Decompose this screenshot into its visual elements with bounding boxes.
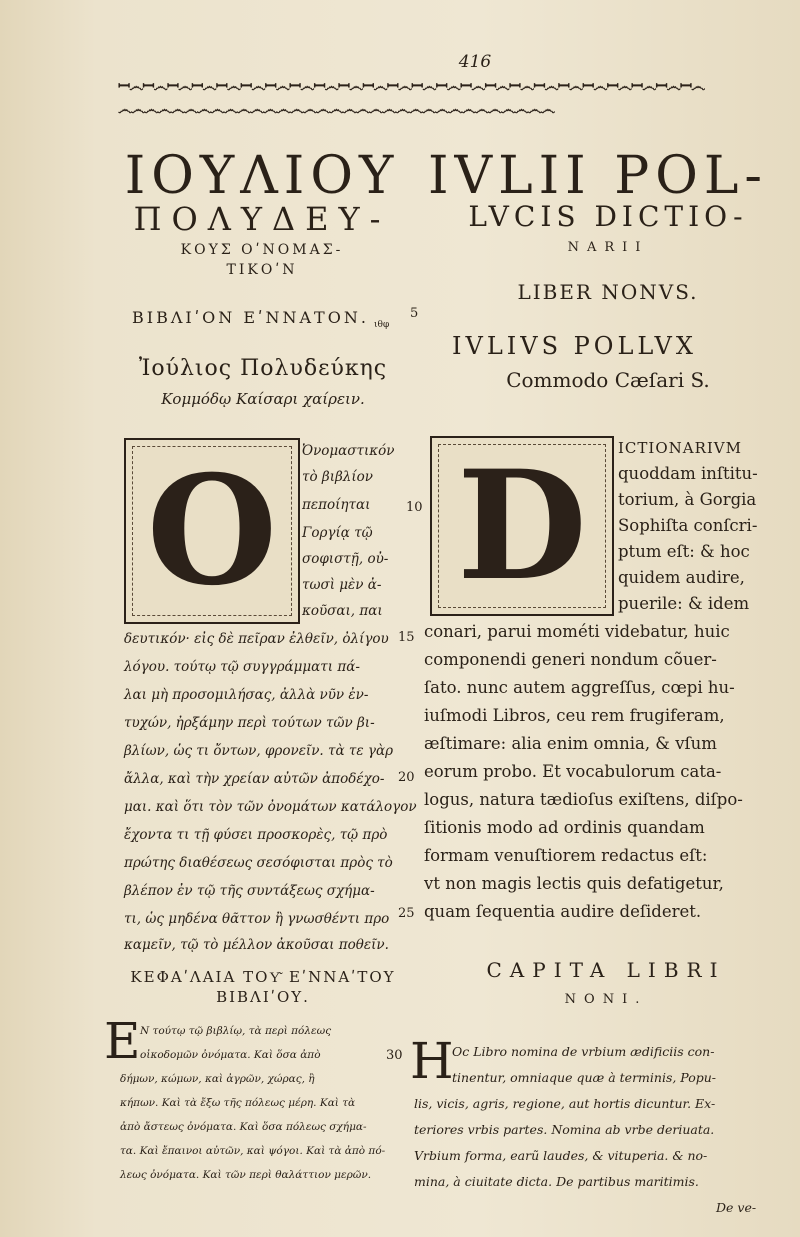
greek-text-line: πεποίηται	[302, 497, 371, 513]
latin-subtitle-1: LVCIS DICTIO-	[468, 200, 748, 233]
ornamental-border-top: ꟷ෴ꟷ෴ꟷ෴ꟷ෴ꟷ෴ꟷ෴ꟷ෴ꟷ෴ꟷ෴ꟷ෴ꟷ෴ꟷ෴ꟷ෴ꟷ෴ꟷ෴ꟷ෴ꟷ෴ꟷ෴ꟷ෴ꟷ෴ꟷ෴ꟷ෴ꟷ෴ꟷ෴	[118, 77, 705, 95]
latin-author: IVLIVS POLLVX	[452, 332, 697, 360]
latin-title: IVLII POL-	[428, 146, 768, 206]
greek-text-line: μαι. καὶ ὅτι τὸν τῶν ὀνομάτων κατάλογον	[124, 799, 417, 815]
margin-number: 20	[398, 770, 415, 785]
latin-text-line: componendi generi nondum cõuer-	[424, 650, 717, 669]
latin-text-line: logus, natura tædioſus exiſtens, diſpo-	[424, 790, 743, 809]
greek-text-line: σοφιστῇ, οὐ-	[302, 551, 389, 567]
greek-chapters-line: λεως ὀνόματα. Καὶ τῶν περὶ θαλάττιον μερῶν.	[120, 1169, 372, 1181]
greek-text-line: Ὀνομαστικόν	[302, 443, 395, 459]
greek-dedication: Κομμόδῳ Καίσαρι χαίρειν.	[161, 390, 365, 408]
greek-text-line: λόγου. τούτῳ τῷ συγγράμματι πά-	[124, 659, 360, 675]
greek-text-line: ἄλλα, καὶ τὴν χρείαν αὐτῶν ἀποδέχο-	[124, 771, 385, 787]
margin-number: 5	[410, 306, 419, 321]
greek-book-heading: ΒΙΒΛΙʹΟΝ ΕʹΝΝΑΤΟΝ.	[132, 308, 369, 327]
latin-text-line: iuſmodi Libros, ceu rem frugiferam,	[424, 706, 725, 725]
greek-chapters-heading: ΚΕΦΑʹΛΑΙΑ ΤΟΥ͂ ΕʹΝΝΑʹΤΟΥ	[130, 968, 396, 986]
latin-chapters-line: mina, à ciuitate dicta. De partibus maritimis.	[414, 1174, 699, 1189]
greek-text-line: κοῦσαι, παι	[302, 603, 383, 619]
greek-chapters-line: τα. Καὶ ἔπαινοι αὐτῶν, καὶ ψόγοι. Καὶ τὰ ἀπὸ πό-	[120, 1145, 386, 1157]
page-number: 416	[458, 52, 492, 72]
latin-text-line: puerile: & idem	[618, 594, 750, 613]
greek-author: Ἰούλιος Πολυδεύκης	[138, 356, 388, 381]
latin-chapters-heading: CAPITA LIBRI	[486, 958, 726, 982]
greek-text-line: τωσὶ μὲν ἀ-	[302, 577, 382, 593]
latin-chapters-line: lis, vicis, agris, regione, aut hortis dicuntur. Ex-	[414, 1096, 716, 1111]
greek-chapters-line: ἀπὸ ἄστεως ὀνόματα. Καὶ ὅσα πόλεως σχήμα-	[120, 1121, 367, 1133]
latin-text-line: formam venuſtiorem redactus eſt:	[424, 846, 708, 865]
greek-text-line: λαι μὴ προσομιλήσας, ἀλλὰ νῦν ἐν-	[124, 687, 369, 703]
greek-title: ΙΟΥΛΙΟΥ	[124, 146, 400, 206]
latin-text-line: conari, parui mométi videbatur, huic	[424, 622, 730, 641]
latin-text-line: ſitionis modo ad ordinis quandam	[424, 818, 705, 837]
greek-subtitle-2: ΚΟΥΣ ΟʹΝΟΜΑΣ-	[180, 242, 344, 258]
latin-subtitle-2: NARII	[567, 240, 649, 255]
initial-letter: D	[456, 438, 588, 614]
greek-chapters-line: Ν τούτῳ τῷ βιβλίῳ, τὰ περὶ πόλεως	[140, 1025, 332, 1037]
margin-number: 25	[398, 906, 415, 921]
greek-text-line: βλέπον ἐν τῷ τῆς συντάξεως σχήμα-	[124, 883, 375, 899]
initial-letter: O	[146, 443, 278, 619]
latin-text-line: ptum eſt: & hoc	[618, 542, 750, 561]
greek-text-line: τι, ὡς μηδένα θᾶττον ἢ γνωσθέντι προ	[124, 911, 390, 927]
latin-chapters-initial: H	[410, 1032, 454, 1090]
greek-subtitle-3: ΤΙΚΟʹΝ	[226, 262, 298, 278]
latin-text-line: quoddam inſtitu-	[618, 464, 758, 483]
latin-text-line: quidem audire,	[618, 568, 745, 587]
greek-text-line: δευτικόν· εἰς δὲ πεῖραν ἐλθεῖν, ὀλίγου	[124, 631, 389, 647]
latin-text-line: æſtimare: alia enim omnia, & vſum	[424, 734, 717, 753]
greek-text-line: βλίων, ὡς τι ὄντων, φρονεῖν. τὰ τε γὰρ	[124, 743, 394, 759]
catchword: De ve-	[716, 1200, 757, 1215]
latin-chapters-line: tinentur, omniaque quæ à terminis, Popu-	[452, 1070, 717, 1085]
greek-text-line: ἔχοντα τι τῇ φύσει προσκορὲς, τῷ πρὸ	[124, 827, 388, 843]
greek-chapters-line: οἰκοδομῶν ὀνόματα. Καὶ ὅσα ἀπὸ	[140, 1049, 321, 1061]
latin-chapters-line: Oc Libro nomina de vrbium ædificiis con-	[452, 1044, 715, 1059]
greek-text-line: πρώτης διαθέσεως σεσόφισται πρὸς τὸ	[124, 855, 393, 871]
decorated-initial-o	[124, 438, 300, 624]
greek-chapters-heading-2: ΒΙΒΛΙʹΟΥ.	[216, 988, 310, 1006]
greek-text-line: τυχών, ἠρξάμην περὶ τούτων τῶν βι-	[124, 715, 375, 731]
latin-text-line: vt non magis lectis quis defatigetur,	[424, 874, 724, 893]
latin-text-line: torium, à Gorgia	[618, 490, 757, 509]
greek-text-line: Γοργίᾳ τῷ	[302, 525, 373, 541]
margin-number: 10	[406, 500, 423, 515]
decorated-initial-d	[430, 436, 614, 616]
latin-dedication: Commodo Cæſari S.	[506, 368, 710, 392]
book-mark: ιθφ	[374, 320, 390, 330]
margin-number: 15	[398, 630, 415, 645]
latin-book-heading: LIBER NONVS.	[517, 280, 699, 304]
latin-chapters-heading-2: NONI.	[564, 992, 648, 1007]
greek-text-line: καμεῖν, τῷ τὸ μέλλον ἀκοῦσαι ποθεῖν.	[124, 937, 389, 953]
latin-text-line: eorum probo. Et vocabulorum cata-	[424, 762, 722, 781]
greek-chapters-line: δήμων, κώμων, καὶ ἀγρῶν, χώρας, ἢ	[120, 1073, 315, 1085]
latin-text-line: ICTIONARIVM	[618, 439, 742, 457]
greek-chapters-line: κήπων. Καὶ τὰ ἔξω τῆς πόλεως μέρη. Καὶ τὰ	[120, 1097, 356, 1109]
latin-text-line: ſato. nunc autem aggreſſus, cœpi hu-	[424, 678, 735, 697]
latin-chapters-line: Vrbium forma, earũ laudes, & vituperia. & no-	[414, 1148, 708, 1163]
latin-text-line: Sophiſta conſcri-	[618, 516, 758, 535]
latin-chapters-line: teriores vrbis partes. Nomina ab vrbe deriuata.	[414, 1122, 715, 1137]
margin-number: 30	[386, 1048, 403, 1063]
ornamental-border-bottom: ෴෴෴෴෴෴෴෴෴෴෴෴෴෴෴෴෴෴෴෴෴෴෴෴෴෴෴෴෴෴෴෴෴	[118, 100, 555, 118]
latin-text-line: quam ſequentia audire deſideret.	[424, 902, 702, 921]
greek-subtitle-1: ΠΟΛΥΔΕΥ-	[133, 200, 391, 238]
greek-chapters-initial: E	[104, 1012, 141, 1070]
greek-text-line: τὸ βιβλίον	[302, 469, 373, 485]
